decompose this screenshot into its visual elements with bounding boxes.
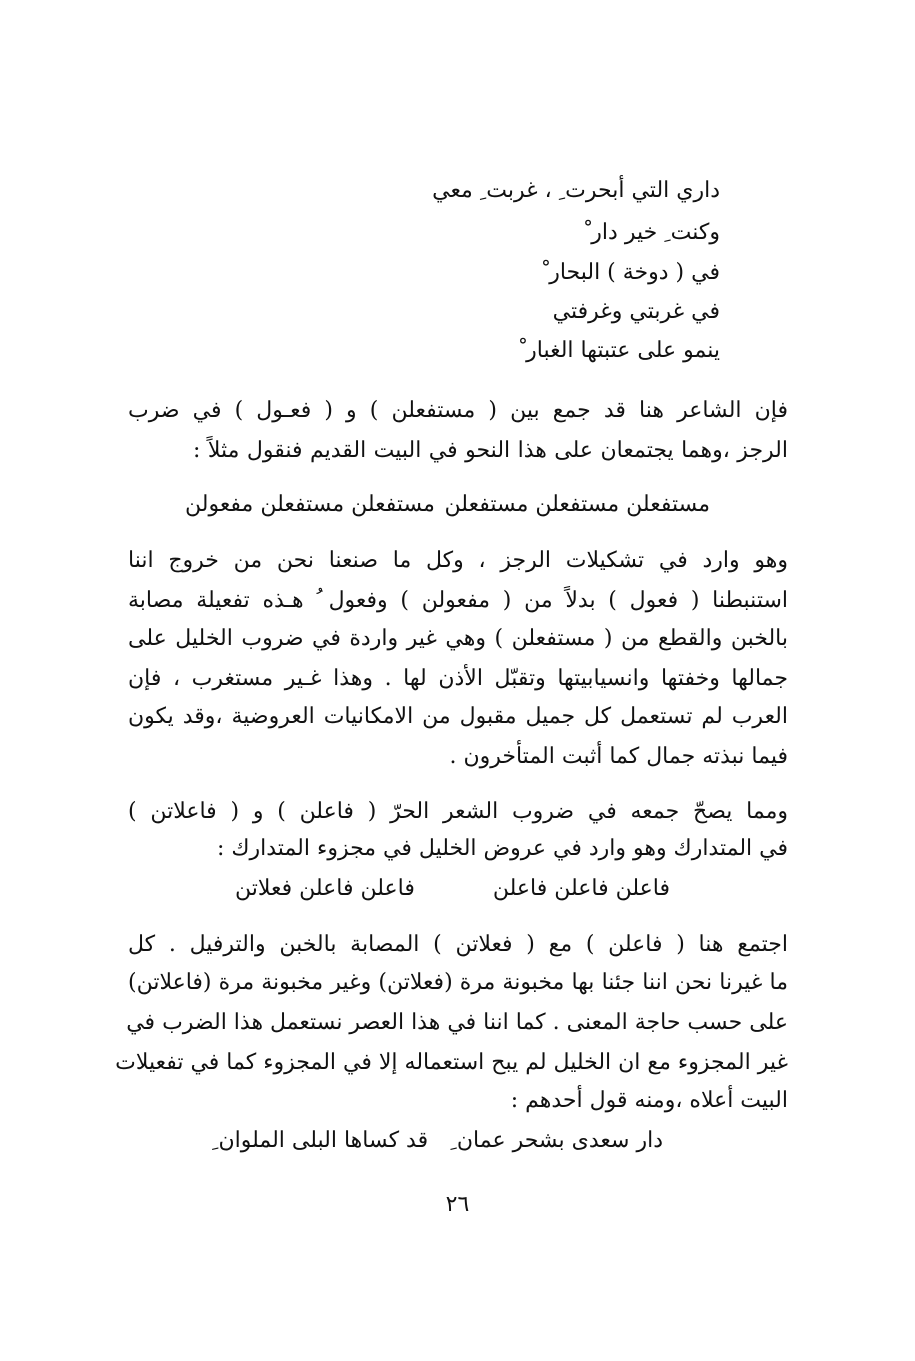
paragraph-line: غير المجزوء مع ان الخليل لم يبح استعماله إلا في المجزوء كما في تفعيلات (115, 1050, 788, 1075)
verse-right-hemistich: دار سعدى بشحر عمان ِ (450, 1128, 663, 1153)
paragraph-line: استنبطنا ( فعول ) بدلاً من ( مفعولن ) وفعول ُ هـذه تفعيلة مصابة (128, 588, 788, 613)
poem-line: في غربتي وغرفتي (552, 299, 720, 324)
paragraph-line: وهو وارد في تشكيلات الرجز ، وكل ما صنعنا نحن من خروج اننا (128, 548, 788, 573)
paragraph-line: ما غيرنا نحن اننا جئنا بها مخبونة مرة (فعلاتن) وغير مخبونة مرة (فاعلاتن) (128, 970, 788, 995)
scansion-right-hemistich: مستفعلن مستفعلن مستفعلن (444, 492, 710, 517)
paragraph-line: بالخبن والقطع من ( مستفعلن ) وهي غير واردة في ضروب الخليل على (128, 626, 788, 651)
paragraph-line: البيت أعلاه ،ومنه قول أحدهم : (510, 1088, 788, 1113)
paragraph-line: ومما يصحّ جمعه في ضروب الشعر الحرّ ( فاعلن ) و ( فاعلاتن ) (128, 799, 788, 824)
paragraph-line: في المتدارك وهو وارد في عروض الخليل في مجزوء المتدارك : (216, 836, 788, 861)
paragraph-line: الرجز ،وهما يجتمعان على هذا النحو في البيت القديم فنقول مثلاً : (193, 438, 788, 463)
poem-line: داري التي أبحرت ِ ، غربت ِ معي (432, 178, 720, 203)
paragraph-line: العرب لم تستعمل كل جميل مقبول من الامكانيات العروضية ،وقد يكون (128, 704, 788, 729)
poem-line: وكنت ِ خير دار ْ (584, 220, 720, 245)
paragraph-line: جمالها وخفتها وانسيابيتها وتقبّل الأذن لها . وهذا غـير مستغرب ، فإن (128, 666, 788, 691)
scansion-left-hemistich: مستفعلن مستفعلن مفعولن (185, 492, 435, 517)
scansion-left-hemistich: فاعلن فاعلن فعلاتن (235, 876, 415, 901)
verse-left-hemistich: قد كساها البلى الملوان ِ (212, 1128, 429, 1153)
page-number: ٢٦ (445, 1192, 470, 1217)
poem-line: ينمو على عتبتها الغبار ْ (519, 338, 720, 363)
poem-line: في ( دوخة ) البحار ْ (542, 260, 720, 285)
paragraph-line: اجتمع هنا ( فاعلن ) مع ( فعلاتن ) المصابة بالخبن والترفيل . كل (128, 932, 788, 957)
paragraph-line: على حسب حاجة المعنى . كما اننا في هذا العصر نستعمل هذا الضرب في (126, 1010, 788, 1035)
paragraph-line: فيما نبذته جمال كما أثبت المتأخرون . (449, 744, 788, 769)
scansion-right-hemistich: فاعلن فاعلن فاعلن (492, 876, 670, 901)
paragraph-line: فإن الشاعر هنا قد جمع بين ( مستفعلن ) و ( فعـول ) في ضرب (128, 398, 788, 423)
